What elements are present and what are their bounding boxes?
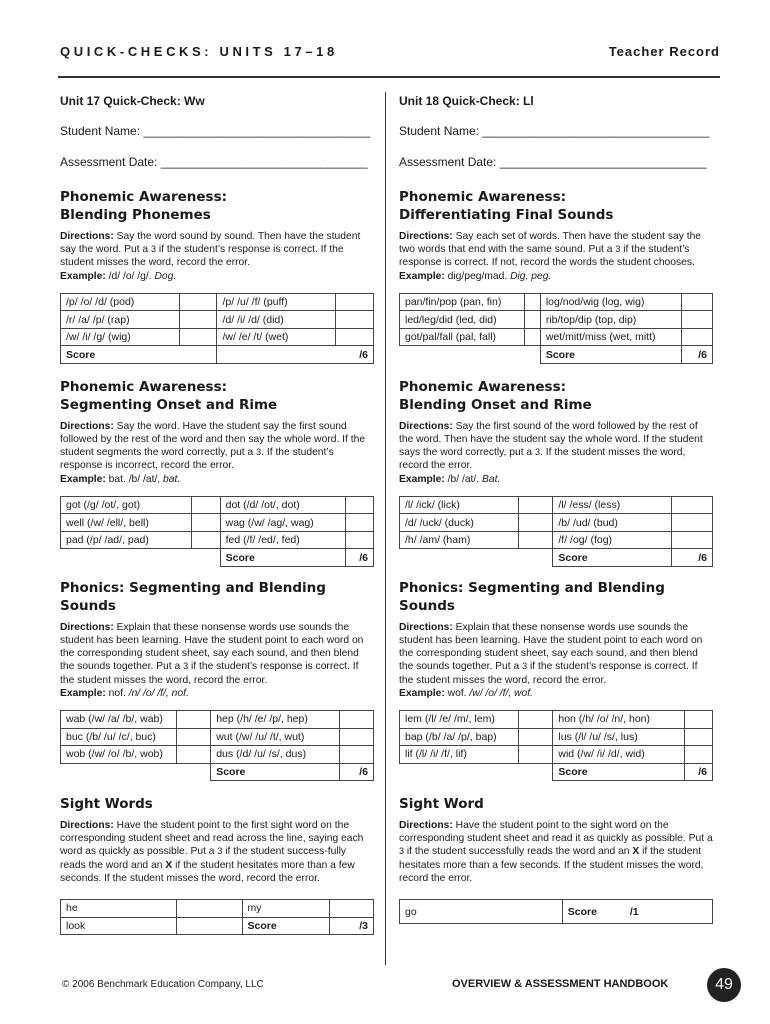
item-cell: bap (/b/ /a/ /p/, bap) <box>400 728 519 746</box>
response-cell[interactable] <box>339 711 373 729</box>
score-label: Score <box>553 763 684 781</box>
score-label: Score <box>562 900 625 924</box>
score-total[interactable]: /6 <box>684 763 712 781</box>
response-cell[interactable] <box>518 728 552 746</box>
response-cell[interactable] <box>192 531 220 549</box>
response-cell[interactable] <box>179 293 217 311</box>
score-label: Score <box>242 917 330 935</box>
assessment-date-field[interactable]: Assessment Date: _______________________________ <box>399 155 707 169</box>
item-cell: /d/ /i/ /d/ (did) <box>217 311 336 329</box>
score-label: Score <box>211 763 339 781</box>
response-cell[interactable] <box>339 746 373 764</box>
directions: Directions: Have the student point to the sight word on the corresponding student sheet and read it as quickly as possible. Put a 3 if the student successfully reads the word and an X if the student hesitates more than a few seconds. If the student misses the word, record the error. <box>399 820 713 884</box>
score-total[interactable]: /6 <box>681 346 712 364</box>
section-title: Phonemic Awareness: Differentiating Final Sounds <box>399 189 614 223</box>
section-title: Sight Word <box>399 796 484 813</box>
item-cell: hep (/h/ /e/ /p/, hep) <box>211 711 339 729</box>
sight-word-section <box>399 795 713 924</box>
item-cell: /l/ /ess/ (less) <box>553 496 672 514</box>
item-cell: look <box>61 917 177 935</box>
response-cell[interactable] <box>525 328 541 346</box>
table-row <box>61 311 374 329</box>
response-cell[interactable] <box>681 293 712 311</box>
check-table <box>399 496 713 567</box>
item-cell: got/pal/fall (pal, fall) <box>400 328 525 346</box>
score-row <box>400 763 713 781</box>
response-cell[interactable] <box>684 711 712 729</box>
item-cell: /w/ /i/ /g/ (wig) <box>61 328 180 346</box>
item-cell: wab (/w/ /a/ /b/, wab) <box>61 711 177 729</box>
table-row <box>400 514 713 532</box>
response-cell[interactable] <box>518 531 552 549</box>
handbook-title: OVERVIEW & ASSESSMENT HANDBOOK <box>452 978 669 990</box>
table-row <box>61 328 374 346</box>
item-cell: fed (/f/ /ed/, fed) <box>220 531 345 549</box>
response-cell[interactable] <box>336 293 374 311</box>
score-row <box>61 549 374 567</box>
check-table <box>60 710 374 781</box>
response-cell[interactable] <box>681 328 712 346</box>
section-title: Sight Words <box>60 796 153 813</box>
item-cell: buc (/b/ /u/ /c/, buc) <box>61 728 177 746</box>
checkmark-symbol: 3 <box>256 447 262 458</box>
section-title: Phonemic Awareness: Segmenting Onset and Rime <box>60 378 278 413</box>
item-cell: dot (/d/ /ot/, dot) <box>220 496 345 514</box>
check-table <box>399 293 713 364</box>
score-row <box>400 346 713 364</box>
section-title: Phonics: Segmenting and Blending Sounds <box>60 579 326 614</box>
item-cell: hon (/h/ /o/ /n/, hon) <box>553 711 684 729</box>
item-cell: my <box>242 900 330 918</box>
column-divider <box>385 92 386 965</box>
item-cell: /w/ /e/ /t/ (wet) <box>217 328 336 346</box>
response-cell[interactable] <box>345 496 373 514</box>
table-row <box>61 496 374 514</box>
unit-title: Unit 18 Quick-Check: Ll <box>399 94 534 108</box>
response-cell[interactable] <box>672 531 713 549</box>
item-cell: lem (/l/ /e/ /m/, lem) <box>400 711 519 729</box>
item-cell: /r/ /a/ /p/ (rap) <box>61 311 180 329</box>
page-number: 49 <box>707 968 741 1002</box>
response-cell[interactable] <box>192 514 220 532</box>
response-cell[interactable] <box>518 711 552 729</box>
table-row <box>61 917 374 935</box>
header-rule <box>58 76 720 78</box>
item-cell: he <box>61 900 177 918</box>
table-row <box>400 328 713 346</box>
checkmark-symbol: 3 <box>151 244 157 255</box>
response-cell[interactable] <box>339 728 373 746</box>
directions: Directions: Say the first sound of the word followed by the rest of the word. Then have the student say the whole word. If the student says the word correctly, put a 3. If the student misses the word, record the error. Example: /b/ /at/. Bat. <box>399 420 703 485</box>
item-cell: rib/top/dip (top, dip) <box>540 311 681 329</box>
checkmark-symbol: 3 <box>399 846 405 857</box>
item-cell: log/nod/wig (log, wig) <box>540 293 681 311</box>
score-label: Score <box>540 346 681 364</box>
item-cell: wid (/w/ /i/ /d/, wid) <box>553 746 684 764</box>
checkmark-symbol: 3 <box>535 447 541 458</box>
item-cell: wob (/w/ /o/ /b/, wob) <box>61 746 177 764</box>
item-cell: go <box>400 900 563 924</box>
response-cell[interactable] <box>336 328 374 346</box>
student-name-field[interactable]: Student Name: __________________________________ <box>399 124 710 138</box>
score-row <box>61 346 374 364</box>
phonics-section <box>399 579 713 781</box>
check-table <box>60 496 374 567</box>
response-cell[interactable] <box>681 311 712 329</box>
item-cell: dus (/d/ /u/ /s/, dus) <box>211 746 339 764</box>
item-cell: /d/ /uck/ (duck) <box>400 514 519 532</box>
item-cell: wag (/w/ /ag/, wag) <box>220 514 345 532</box>
checkmark-symbol: 3 <box>217 846 223 857</box>
response-cell[interactable] <box>330 900 374 918</box>
section-title: Phonemic Awareness: Blending Onset and Rime <box>399 378 592 413</box>
student-name-field[interactable]: Student Name: __________________________________ <box>60 124 371 138</box>
response-cell[interactable] <box>345 514 373 532</box>
item-cell: /f/ /og/ (fog) <box>553 531 672 549</box>
response-cell[interactable] <box>345 531 373 549</box>
response-cell[interactable] <box>176 917 242 935</box>
check-table <box>60 293 374 364</box>
differentiating-final-sounds-section <box>399 188 713 364</box>
score-label: Score <box>220 549 345 567</box>
unit-17-column <box>60 92 374 935</box>
item-cell: lif (/l/ /i/ /f/, lif) <box>400 746 519 764</box>
check-table <box>399 899 713 924</box>
response-cell[interactable] <box>684 746 712 764</box>
response-cell[interactable] <box>179 311 217 329</box>
item-cell: /p/ /u/ /f/ (puff) <box>217 293 336 311</box>
table-row <box>400 746 713 764</box>
item-cell: pan/fin/pop (pan, fin) <box>400 293 525 311</box>
score-total[interactable]: /3 <box>330 917 374 935</box>
response-cell[interactable] <box>176 711 210 729</box>
phonics-section <box>60 579 374 781</box>
unit-18-column <box>399 92 713 924</box>
item-cell: lus (/l/ /u/ /s/, lus) <box>553 728 684 746</box>
table-row <box>400 711 713 729</box>
directions: Directions: Say the word. Have the student say the first sound followed by the rest of the word and then say the whole word. If the student segments the word correctly, put a 3. If the student’s response is incorrect, record the error. Example: bat. /b/ /at/, bat. <box>60 420 366 485</box>
blending-onset-rime-section <box>399 378 713 567</box>
table-row <box>61 293 374 311</box>
response-cell[interactable] <box>518 514 552 532</box>
section-title: Phonemic Awareness: Blending Phonemes <box>60 189 228 223</box>
response-cell[interactable] <box>518 746 552 764</box>
item-cell: /h/ /am/ (ham) <box>400 531 519 549</box>
item-cell: /l/ /ick/ (lick) <box>400 496 519 514</box>
response-cell[interactable] <box>176 746 210 764</box>
response-cell[interactable] <box>336 311 374 329</box>
directions: Directions: Say each set of words. Then have the student say the two words that end with the same sound. Put a 3 if the student’s response is correct. If not, record the words the student chooses. Example: dig/peg/mad. Dig, peg. <box>399 231 702 282</box>
response-cell[interactable] <box>518 496 552 514</box>
score-total[interactable]: /6 <box>339 763 373 781</box>
item-cell: led/leg/did (led, did) <box>400 311 525 329</box>
table-row <box>400 496 713 514</box>
item-cell: /b/ /ud/ (bud) <box>553 514 672 532</box>
score-label: Score <box>553 549 672 567</box>
score-row <box>61 763 374 781</box>
table-row <box>61 728 374 746</box>
score-total[interactable]: /6 <box>345 549 373 567</box>
assessment-date-field[interactable]: Assessment Date: _______________________________ <box>60 155 368 169</box>
response-cell[interactable] <box>672 496 713 514</box>
copyright: © 2006 Benchmark Education Company, LLC <box>62 979 264 990</box>
item-cell: got (/g/ /ot/, got) <box>61 496 192 514</box>
item-cell: /p/ /o/ /d/ (pod) <box>61 293 180 311</box>
item-cell: pad (/p/ /ad/, pad) <box>61 531 192 549</box>
directions: Directions: Explain that these nonsense words use sounds the student has been learning. Have the student point to each word on the corresponding student sheet, say each sound, and then blend the sounds together. Put a 3 if the student’s response is correct. If the student misses the word, record the error. Example: nof. /n/ /o/ /f/, nof. <box>60 621 364 699</box>
table-row <box>61 514 374 532</box>
response-cell[interactable] <box>179 328 217 346</box>
score-total[interactable]: /6 <box>672 549 713 567</box>
directions: Directions: Say the word sound by sound. Then have the student say the word. Put a 3 if the student’s response is correct. If the student misses the word, record the error. Example: /d/ /o/ /g/. Dog. <box>60 231 361 282</box>
item-cell: wut (/w/ /u/ /t/, wut) <box>211 728 339 746</box>
blending-phonemes-section <box>60 188 374 364</box>
item-cell: wet/mitt/miss (wet, mitt) <box>540 328 681 346</box>
table-row <box>61 711 374 729</box>
check-table <box>399 710 713 781</box>
teacher-record-label: Teacher Record <box>608 44 720 59</box>
table-row <box>61 900 374 918</box>
response-cell[interactable] <box>176 900 242 918</box>
response-cell[interactable] <box>525 293 541 311</box>
table-row <box>400 728 713 746</box>
score-label: Score <box>61 346 217 364</box>
table-row <box>61 531 374 549</box>
response-cell[interactable] <box>525 311 541 329</box>
item-cell: well (/w/ /ell/, bell) <box>61 514 192 532</box>
directions: Directions: Have the student point to the first sight word on the corresponding student sheet and read across the line, saying each word as quickly as possible. Put a 3 if the student success-fully reads the word and an X if the student hesitates more than a few seconds. If the student misses the word, record the error. <box>60 820 364 884</box>
checkmark-symbol: 3 <box>522 661 528 672</box>
table-row <box>400 293 713 311</box>
running-header: QUICK-CHECKS: UNITS 17–18 <box>60 44 338 59</box>
check-table <box>60 899 374 935</box>
table-row <box>400 900 713 924</box>
directions: Directions: Explain that these nonsense words use sounds the student has been learning. Have the student point to each word on the corresponding student sheet, say each sound, and then blend the sounds together. Put a 3 if the student’s response is correct. If the student misses the word, record the error. Example: wof. /w/ /o/ /f/, wof. <box>399 621 703 699</box>
response-cell[interactable] <box>192 496 220 514</box>
response-cell[interactable] <box>176 728 210 746</box>
segmenting-onset-rime-section <box>60 378 374 567</box>
score-total[interactable]: /6 <box>217 346 374 364</box>
table-row <box>400 311 713 329</box>
score-total[interactable]: /1 <box>625 900 713 924</box>
table-row <box>61 746 374 764</box>
section-title: Phonics: Segmenting and Blending Sounds <box>399 579 665 614</box>
checkmark-symbol: 3 <box>615 244 621 255</box>
response-cell[interactable] <box>672 514 713 532</box>
sight-words-section <box>60 795 374 935</box>
checkmark-symbol: 3 <box>183 661 189 672</box>
score-row <box>400 549 713 567</box>
unit-title: Unit 17 Quick-Check: Ww <box>60 94 205 108</box>
table-row <box>400 531 713 549</box>
response-cell[interactable] <box>684 728 712 746</box>
